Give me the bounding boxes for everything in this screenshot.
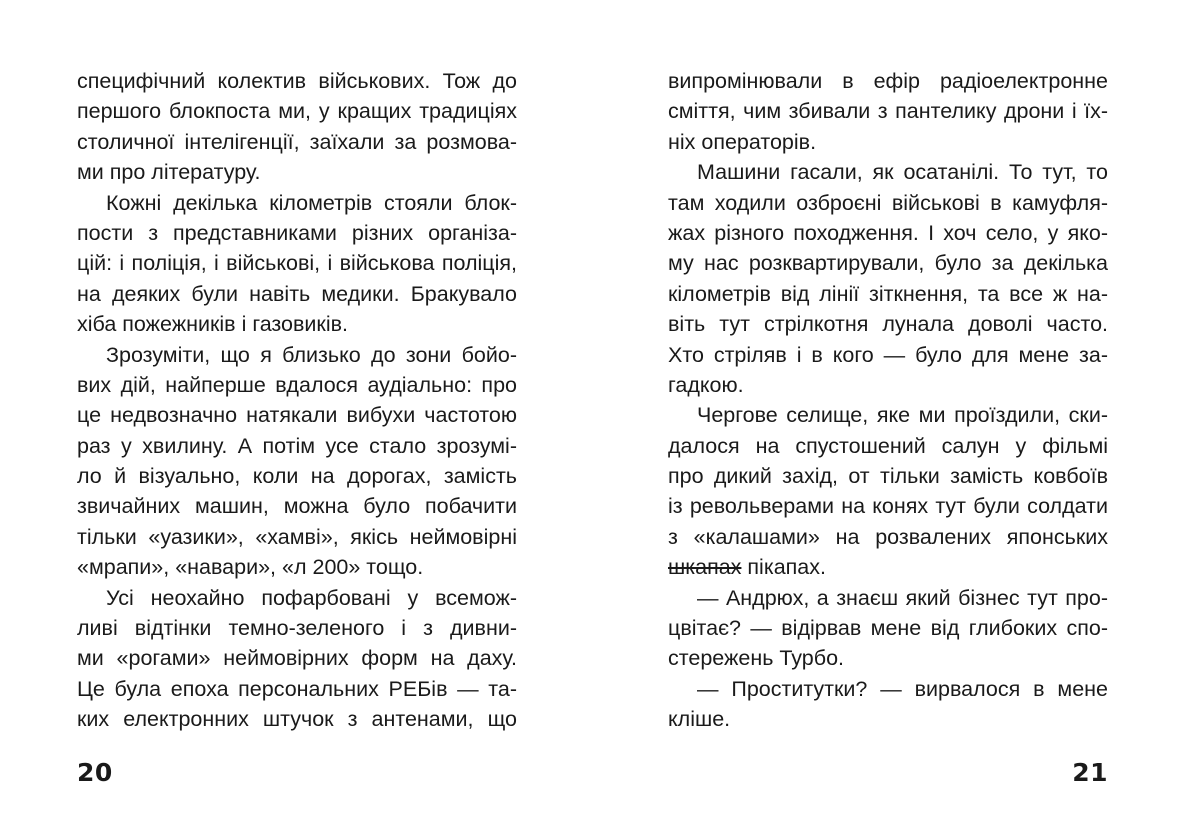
text-line: Зрозуміти, що я близько до зони бойо- bbox=[106, 342, 517, 367]
text-line: це недвозначно натякали вибухи частотою bbox=[77, 403, 517, 428]
text-line: специфічний колектив військових. Тож до bbox=[77, 69, 517, 93]
text-line: на деяких були навіть медики. Бракувало bbox=[77, 281, 517, 306]
text-line: ми про літературу. bbox=[77, 160, 261, 185]
text-line: — Андрюх, а знаєш який бізнес тут про- bbox=[697, 585, 1108, 610]
text-line: пости з представниками різних організа- bbox=[77, 220, 517, 245]
text-line: Хто стріляв і в кого — було для мене за- bbox=[668, 342, 1108, 367]
text-line: Машини гасали, як осатанілі. То тут, то bbox=[697, 160, 1108, 185]
text-line: кліше. bbox=[668, 707, 731, 732]
text-line: із револьверами на конях тут були солдати bbox=[668, 494, 1108, 519]
text-line: звичайних машин, можна було побачити bbox=[77, 494, 517, 519]
text-line: випромінювали в ефір радіоелектронне bbox=[668, 69, 1108, 93]
text-line: раз у хвилину. А потім усе стало зрозумі- bbox=[77, 433, 517, 458]
text-line: му нас розквартирували, було за декілька bbox=[668, 251, 1108, 276]
text-line: Усі неохайно пофарбовані у всемож- bbox=[106, 585, 517, 610]
left-page-text bbox=[77, 66, 517, 735]
text-line: столичної інтелігенції, заїхали за розмова- bbox=[77, 129, 517, 154]
text-line: Чергове селище, яке ми проїздили, ски- bbox=[697, 403, 1108, 428]
text-line: гадкою. bbox=[668, 372, 744, 397]
page-number: 21 bbox=[1072, 758, 1108, 787]
page-number: 20 bbox=[77, 758, 113, 787]
text-line: «мрапи», «навари», «л 200» тощо. bbox=[77, 555, 424, 580]
text-line: тільки «уазики», «хамві», якісь неймовірні bbox=[77, 524, 517, 549]
text-line: жах різного походження. І хоч село, у яко- bbox=[668, 220, 1108, 245]
text-fragment: пікапах. bbox=[741, 555, 826, 580]
text-line: ніх операторів. bbox=[668, 129, 817, 154]
left-page bbox=[77, 0, 517, 827]
text-line: ливі відтінки темно-зеленого і з дивни- bbox=[77, 616, 517, 641]
text-line: Це була епоха персональних РЕБів — та- bbox=[77, 676, 517, 701]
text-line: з «калашами» на розвалених японських bbox=[668, 524, 1108, 549]
right-page-text bbox=[668, 66, 1108, 735]
text-line: хіба пожежників і газовиків. bbox=[77, 312, 348, 337]
text-line: там ходили озброєні військові в камуфля- bbox=[668, 190, 1108, 215]
text-line: ких електронних штучок з антенами, що bbox=[77, 707, 517, 732]
text-line: першого блокпоста ми, у кращих традиціях bbox=[77, 99, 517, 124]
text-line: стережень Турбо. bbox=[668, 646, 845, 671]
text-line: про дикий захід, от тільки замість ковбоїв bbox=[668, 464, 1108, 489]
right-page bbox=[668, 0, 1108, 827]
text-line: кілометрів від лінії зіткнення, та все ж на- bbox=[668, 281, 1108, 306]
text-line: віть тут стрілкотня лунала доволі часто. bbox=[668, 312, 1108, 337]
text-line: вих дій, найперше вдалося аудіально: про bbox=[77, 372, 517, 397]
text-line: цвітає? — відірвав мене від глибоких спо- bbox=[668, 616, 1108, 641]
text-line: ми «рогами» неймовірних форм на даху. bbox=[77, 646, 517, 671]
text-line: ло й візуально, коли на дорогах, замість bbox=[77, 464, 517, 489]
text-line: цій: і поліція, і військові, і військова поліція, bbox=[77, 251, 517, 276]
text-line: сміття, чим збивали з пантелику дрони і їх- bbox=[668, 99, 1108, 124]
text-line: — Проститутки? — вирвалося в мене bbox=[697, 676, 1108, 701]
text-line-struck bbox=[668, 552, 1108, 582]
text-line: Кожні декілька кілометрів стояли блок- bbox=[106, 190, 517, 215]
text-line: далося на спустошений салун у фільмі bbox=[668, 433, 1108, 458]
struck-word: шкапах bbox=[668, 555, 742, 580]
